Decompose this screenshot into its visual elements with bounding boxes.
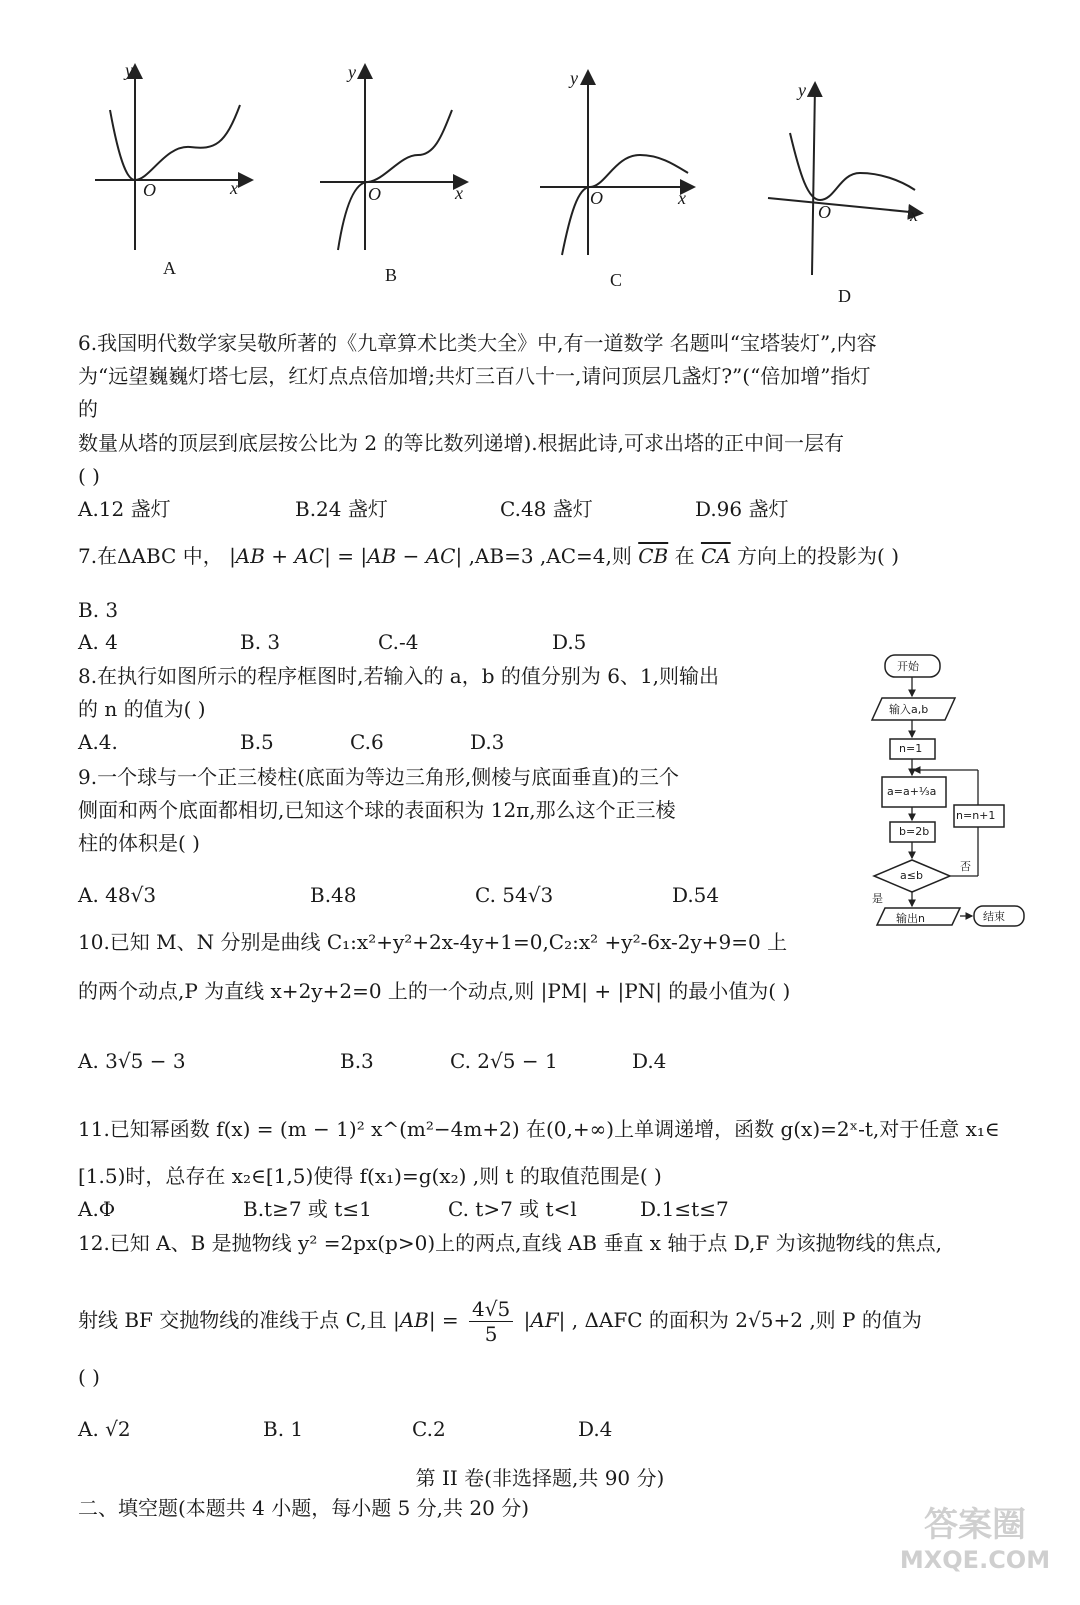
q12-option-c[interactable]: C.2	[412, 1417, 446, 1441]
q12-option-b[interactable]: B. 1	[263, 1417, 304, 1441]
q9-option-a[interactable]: A. 48√3	[78, 883, 157, 907]
q9-option-c[interactable]: C. 54√3	[475, 883, 554, 907]
q6-line-4: 数量从塔的顶层到底层按公比为 2 的等比数列递增).根据此诗,可求出塔的正中间一层有	[78, 431, 844, 455]
q12-line-2-end: ,则 P 的值为	[809, 1308, 922, 1332]
flowchart-init: n=1	[899, 742, 923, 755]
q12-fraction-numerator: 4√5	[469, 1297, 513, 1322]
q12-line-2-pre: 射线 BF 交抛物线的准线于点 C,且	[78, 1308, 387, 1332]
q6-option-c[interactable]: C.48 盏灯	[500, 497, 593, 521]
q10-line-1: 10.已知 M、N 分别是曲线 C₁:x²+y²+2x-4y+1=0,C₂:x² +y²-6x-2y+9=0 上	[78, 930, 788, 954]
q12-line-2	[78, 1297, 922, 1346]
graph-b-origin: O	[368, 184, 381, 204]
graph-c-label: C	[610, 270, 623, 290]
q12-option-d[interactable]: D.4	[578, 1417, 613, 1441]
flowchart-yes: 是	[872, 892, 883, 905]
q8-line-2: 的 n 的值为( )	[78, 697, 206, 721]
q11-option-a[interactable]: A.Φ	[78, 1197, 116, 1221]
q12-af: |AF|	[523, 1308, 566, 1332]
q10-option-c[interactable]: C. 2√5 − 1	[450, 1049, 558, 1073]
watermark	[880, 1505, 1070, 1575]
q6-line-2: 为“远望巍巍灯塔七层，红灯点点倍加增;共灯三百八十一,请问顶层几盏灯?”(“倍加增”指灯	[78, 364, 871, 388]
q9-option-b[interactable]: B.48	[310, 883, 357, 907]
q9-line-2: 侧面和两个底面都相切,已知这个球的表面积为 12π,那么这个正三棱	[78, 798, 676, 822]
q7-answer-line: B. 3	[78, 598, 119, 622]
flowchart-end: 结束	[983, 910, 1005, 923]
graph-b-label: B	[385, 265, 398, 285]
q8-option-d[interactable]: D.3	[470, 730, 505, 754]
q7-given: ,AB=3 ,AC=4,则	[468, 544, 632, 568]
flowchart-output: 输出n	[896, 912, 925, 925]
graph-c-origin: O	[590, 188, 603, 208]
graph-d	[768, 85, 920, 275]
flowchart-input: 输入a,b	[889, 703, 929, 716]
q9-line-3: 柱的体积是( )	[78, 831, 200, 855]
q6-line-5: ( )	[78, 464, 100, 488]
q7-suffix: 方向上的投影为( )	[737, 544, 900, 568]
q12-fraction-denominator: 5	[484, 1322, 498, 1346]
q6-option-a[interactable]: A.12 盏灯	[78, 497, 171, 521]
graph-a-origin: O	[143, 180, 156, 200]
q12-fraction	[469, 1297, 513, 1346]
q7-stem	[78, 543, 899, 569]
graph-a-y-label: y	[125, 60, 133, 80]
q7-option-c[interactable]: C.-4	[378, 630, 419, 654]
q12-line-1: 12.已知 A、B 是抛物线 y² =2px(p>0)上的两点,直线 AB 垂直 x 轴于点 D,F 为该抛物线的焦点,	[78, 1231, 942, 1255]
q6-option-d[interactable]: D.96 盏灯	[695, 497, 789, 521]
q10-option-b[interactable]: B.3	[340, 1049, 374, 1073]
q12-ab: |AB| =	[392, 1308, 459, 1332]
graph-b	[320, 67, 465, 250]
q8-option-c[interactable]: C.6	[350, 730, 384, 754]
q7-option-a[interactable]: A. 4	[78, 630, 118, 654]
graph-d-label: D	[838, 286, 851, 306]
q7-on: 在	[674, 544, 695, 568]
graph-c-x-label: x	[678, 188, 686, 208]
q11-line-2: [1.5)时，总存在 x₂∈[1,5)使得 f(x₁)=g(x₂) ,则 t 的取值范围是( )	[78, 1164, 662, 1188]
q11-line-1: 11.已知幂函数 f(x) = (m − 1)² x^(m²−4m+2) 在(0,+∞)上单调递增，函数 g(x)=2ˣ-t,对于任意 x₁∈	[78, 1117, 1000, 1141]
graph-d-x-label: x	[910, 205, 918, 225]
graph-d-origin: O	[818, 202, 831, 222]
q9-line-1: 9.一个球与一个正三棱柱(底面为等边三角形,侧棱与底面垂直)的三个	[78, 765, 680, 789]
q11-option-b[interactable]: B.t≥7 或 t≤1	[243, 1197, 372, 1221]
q7-vector-expression: |AB + AC| = |AB − AC|	[229, 544, 463, 568]
q11-option-c[interactable]: C. t>7 或 t<l	[448, 1197, 577, 1221]
graph-a	[95, 67, 250, 250]
graph-a-x-label: x	[230, 178, 238, 198]
graph-a-label: A	[163, 258, 176, 278]
q7-option-b[interactable]: B. 3	[240, 630, 281, 654]
q12-line-2-post: , ΔAFC 的面积为	[571, 1308, 729, 1332]
q8-option-a[interactable]: A.4.	[78, 730, 118, 754]
flowchart-condition: a≤b	[900, 869, 923, 882]
graph-c-y-label: y	[570, 68, 578, 88]
flowchart-start: 开始	[897, 660, 919, 673]
q10-option-a[interactable]: A. 3√5 − 3	[78, 1049, 186, 1073]
q8-line-1: 8.在执行如图所示的程序框图时,若输入的 a，b 的值分别为 6、1,则输出	[78, 664, 720, 688]
flowchart-increment: n=n+1	[956, 809, 996, 822]
q11-option-d[interactable]: D.1≤t≤7	[640, 1197, 729, 1221]
graph-b-x-label: x	[455, 183, 463, 203]
q12-area: 2√5+2	[735, 1308, 803, 1332]
q10-option-d[interactable]: D.4	[632, 1049, 667, 1073]
q7-vector-ca: $\overline{CA}$	[700, 544, 731, 568]
q8-option-b[interactable]: B.5	[240, 730, 274, 754]
q12-option-a[interactable]: A. √2	[78, 1417, 131, 1441]
function-graphs	[80, 55, 960, 315]
q6-option-b[interactable]: B.24 盏灯	[295, 497, 388, 521]
graph-d-y-label: y	[798, 80, 806, 100]
flowchart-no: 否	[960, 860, 971, 873]
q6-line-3: 的	[78, 397, 98, 421]
q10-line-2: 的两个动点,P 为直线 x+2y+2=0 上的一个动点,则 |PM| + |PN| 的最小值为( )	[78, 979, 791, 1003]
section-2-subtitle: 二、填空题(本题共 4 小题，每小题 5 分,共 20 分)	[78, 1496, 530, 1520]
q12-line-3: ( )	[78, 1365, 100, 1389]
flowchart-update-b: b=2b	[899, 825, 930, 838]
graph-b-y-label: y	[348, 62, 356, 82]
flowchart-update-a: a=a+⅓a	[887, 785, 937, 798]
section-2-title: 第 II 卷(非选择题,共 90 分)	[415, 1466, 665, 1490]
q7-option-d[interactable]: D.5	[552, 630, 587, 654]
q7-prefix: 7.在ΔABC 中，	[78, 544, 223, 568]
watermark-top: 答案圈	[924, 1505, 1026, 1545]
q9-option-d[interactable]: D.54	[672, 883, 720, 907]
q6-line-1: 6.我国明代数学家吴敬所著的《九章算术比类大全》中,有一道数学 名题叫“宝塔装灯”,内容	[78, 331, 877, 355]
q7-vector-cb: $\overline{CB}$	[638, 544, 669, 568]
watermark-bottom: MXQE.COM	[899, 1546, 1051, 1574]
graph-c	[540, 73, 692, 255]
